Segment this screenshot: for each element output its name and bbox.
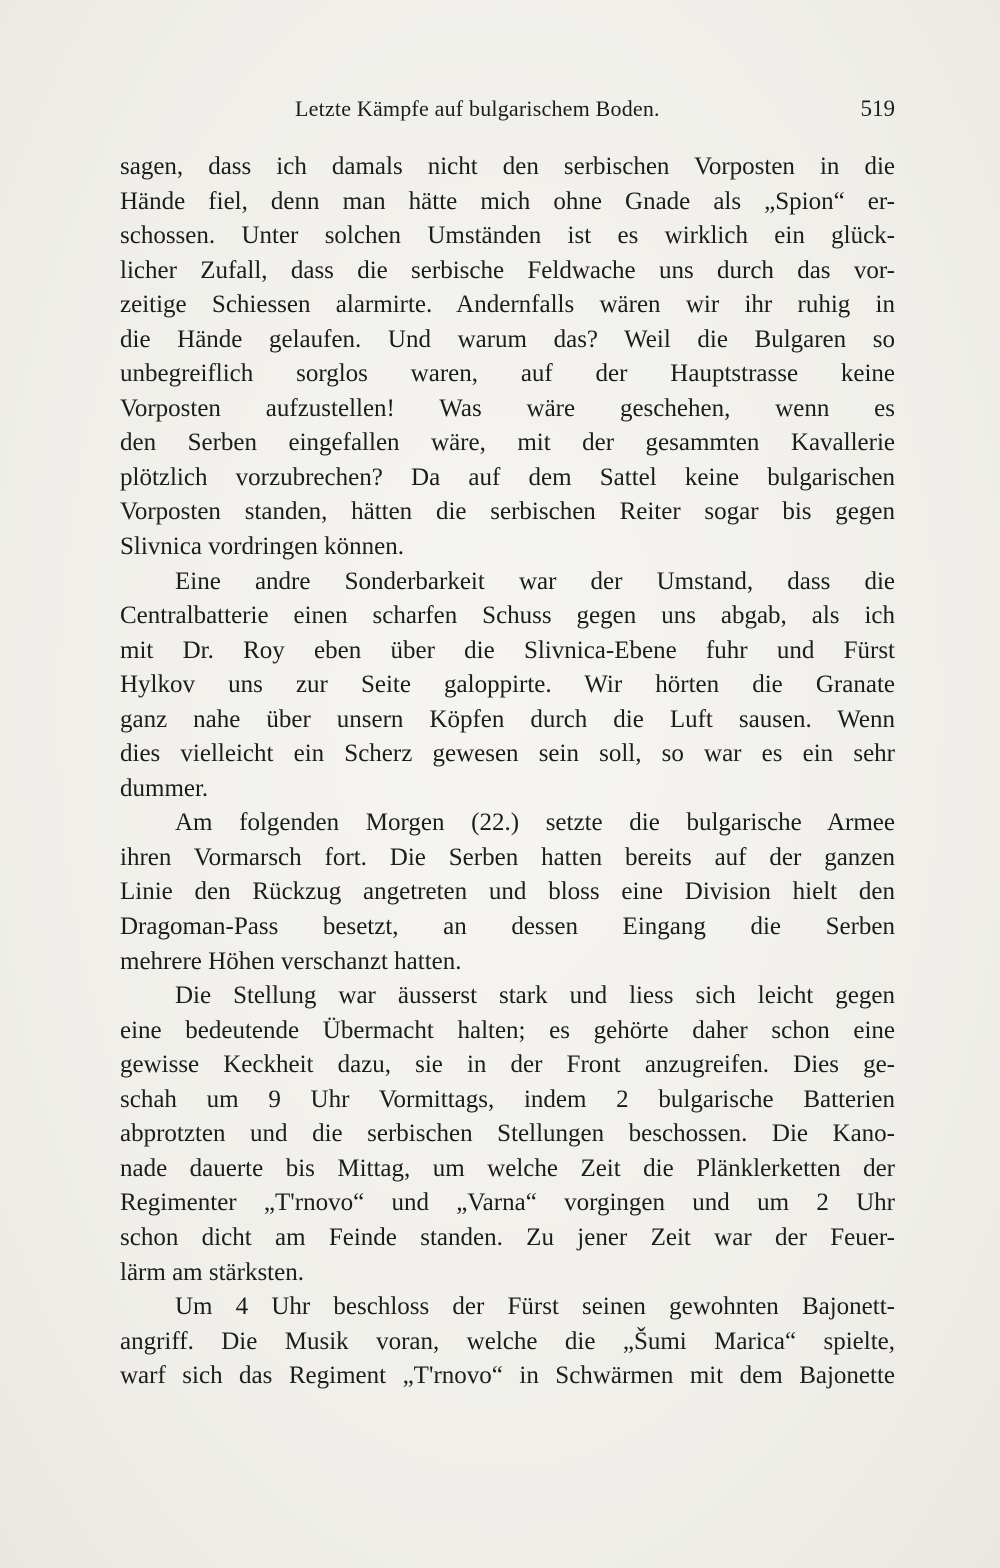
text-line: den Serben eingefallen wäre, mit der gesammten Kavallerie bbox=[120, 429, 895, 457]
text-line: Hände fiel, denn man hätte mich ohne Gnade als „Spion“ er- bbox=[120, 187, 895, 215]
paragraph-start-line: Die Stellung war äusserst stark und liess sich leicht gegen bbox=[175, 982, 895, 1010]
text-line: Vorposten standen, hätten die serbischen Reiter sogar bis gegen bbox=[120, 498, 895, 526]
text-line: ihren Vormarsch fort. Die Serben hatten bereits auf der ganzen bbox=[120, 843, 895, 871]
paragraph-end-line: dummer. bbox=[120, 774, 209, 802]
text-line: Hylkov uns zur Seite galoppirte. Wir hörten die Granate bbox=[120, 671, 895, 699]
paragraph-start-line: Um 4 Uhr beschloss der Fürst seinen gewohnten Bajonett- bbox=[175, 1293, 895, 1321]
text-line: Vorposten aufzustellen! Was wäre geschehen, wenn es bbox=[120, 394, 895, 422]
page-header bbox=[120, 96, 895, 130]
paragraph-end-line: mehrere Höhen verschanzt hatten. bbox=[120, 947, 462, 975]
text-line: warf sich das Regiment „T'rnovo“ in Schwärmen mit dem Bajonette bbox=[120, 1362, 895, 1390]
text-line: dies vielleicht ein Scherz gewesen sein soll, so war es ein sehr bbox=[120, 740, 895, 768]
text-line: schah um 9 Uhr Vormittags, indem 2 bulgarische Batterien bbox=[120, 1085, 895, 1113]
text-line: gewisse Keckheit dazu, sie in der Front anzugreifen. Dies ge- bbox=[120, 1051, 895, 1079]
text-line: Centralbatterie einen scharfen Schuss gegen uns abgab, als ich bbox=[120, 602, 895, 630]
text-line: Linie den Rückzug angetreten und bloss eine Division hielt den bbox=[120, 878, 895, 906]
running-head: Letzte Kämpfe auf bulgarischem Boden. bbox=[295, 96, 660, 121]
text-line: plötzlich vorzubrechen? Da auf dem Sattel keine bulgarischen bbox=[120, 463, 895, 491]
paragraph-end-line: lärm am stärksten. bbox=[120, 1258, 304, 1286]
text-line: eine bedeutende Übermacht halten; es gehörte daher schon eine bbox=[120, 1016, 895, 1044]
body-text bbox=[120, 150, 895, 1394]
text-line: ganz nahe über unsern Köpfen durch die Luft sausen. Wenn bbox=[120, 705, 895, 733]
text-line: schon dicht am Feinde standen. Zu jener Zeit war der Feuer- bbox=[120, 1223, 895, 1251]
text-line: angriff. Die Musik voran, welche die „Šumi Marica“ spielte, bbox=[120, 1327, 895, 1355]
text-line: nade dauerte bis Mittag, um welche Zeit die Plänklerketten der bbox=[120, 1154, 895, 1182]
text-line: licher Zufall, dass die serbische Feldwache uns durch das vor- bbox=[120, 256, 895, 284]
paragraph-start-line: Am folgenden Morgen (22.) setzte die bulgarische Armee bbox=[175, 809, 895, 837]
text-line: zeitige Schiessen alarmirte. Andernfalls wären wir ihr ruhig in bbox=[120, 291, 895, 319]
paragraph-end-line: Slivnica vordringen können. bbox=[120, 533, 404, 561]
text-line: die Hände gelaufen. Und warum das? Weil die Bulgaren so bbox=[120, 325, 895, 353]
text-line: schossen. Unter solchen Umständen ist es wirklich ein glück- bbox=[120, 222, 895, 250]
text-line: sagen, dass ich damals nicht den serbischen Vorposten in die bbox=[120, 153, 895, 180]
text-line: unbegreiflich sorglos waren, auf der Hauptstrasse keine bbox=[120, 360, 895, 388]
text-line: Dragoman-Pass besetzt, an dessen Eingang die Serben bbox=[120, 913, 895, 941]
paragraph-start-line: Eine andre Sonderbarkeit war der Umstand, dass die bbox=[175, 567, 895, 595]
page-number: 519 bbox=[860, 96, 895, 121]
text-line: Regimenter „T'rnovo“ und „Varna“ vorgingen und um 2 Uhr bbox=[120, 1189, 895, 1217]
text-line: mit Dr. Roy eben über die Slivnica-Ebene fuhr und Fürst bbox=[120, 636, 895, 664]
text-line: abprotzten und die serbischen Stellungen beschossen. Die Kano- bbox=[120, 1120, 895, 1148]
